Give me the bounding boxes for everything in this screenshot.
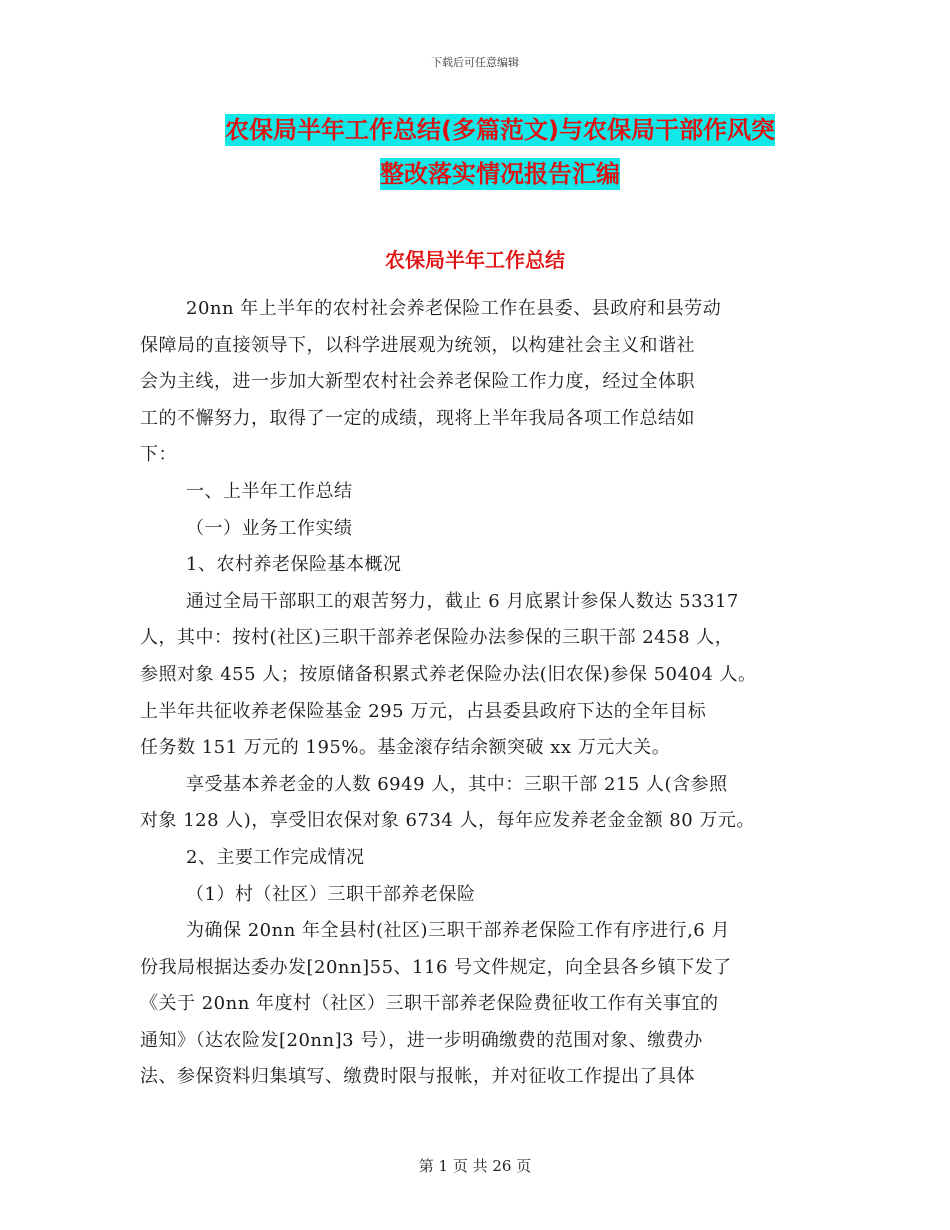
body-line: 工的不懈努力，取得了一定的成绩，现将上半年我局各项工作总结如	[140, 407, 695, 429]
body-line: 20nn 年上半年的农村社会养老保险工作在县委、县政府和县劳动	[186, 298, 722, 319]
body-line: 份我局根据达委办发[20nn]55、116 号文件规定，向全县各乡镇下发了	[140, 956, 732, 978]
body-line: 下：	[140, 444, 177, 466]
title-highlight-1: 农保局半年工作总结(多篇范文)与农保局干部作风突	[225, 116, 775, 144]
body-line: 人，其中：按村(社区)三职干部养老保险办法参保的三职干部 2458 人，	[140, 627, 734, 649]
heading-level-4: （1）村（社区）三职干部养老保险	[186, 883, 476, 905]
body-line: 通知》（达农险发[20nn]3 号），进一步明确缴费的范围对象、缴费办	[140, 1029, 703, 1051]
heading-level-2: （一）业务工作实绩	[186, 517, 353, 539]
body-line: 对象 128 人)，享受旧农保对象 6734 人，每年应发养老金金额 80 万元。	[140, 810, 755, 832]
body-line: 为确保 20nn 年全县村(社区)三职干部养老保险工作有序进行,6 月	[186, 920, 730, 942]
page-footer: 第 1 页 共 26 页	[418, 1157, 532, 1175]
heading-level-3: 2、主要工作完成情况	[186, 846, 365, 868]
body-line: 保障局的直接领导下，以科学进展观为统领，以构建社会主义和谐社	[140, 334, 695, 356]
body-line: 通过全局干部职工的艰苦努力，截止 6 月底累计参保人数达 53317	[186, 590, 739, 612]
section-title: 农保局半年工作总结	[385, 248, 565, 272]
document-title-line-1	[190, 108, 810, 153]
body-line: 参照对象 455 人；按原储备积累式养老保险办法(旧农保)参保 50404 人。	[140, 663, 757, 685]
body-line: 享受基本养老金的人数 6949 人，其中：三职干部 215 人(含参照	[186, 773, 728, 795]
document-body	[140, 291, 812, 1096]
body-line: 任务数 151 万元的 195%。基金滚存结余额突破 xx 万元大关。	[140, 737, 671, 759]
heading-level-1: 一、上半年工作总结	[186, 480, 353, 502]
document-title-line-2	[190, 152, 810, 197]
body-line: 上半年共征收养老保险基金 295 万元，占县委县政府下达的全年目标	[140, 700, 707, 722]
body-line: 法、参保资料归集填写、缴费时限与报帐，并对征收工作提出了具体	[140, 1066, 695, 1088]
header-note: 下载后可任意编辑	[431, 56, 519, 69]
body-line: 《关于 20nn 年度村（社区）三职干部养老保险费征收工作有关事宜的	[140, 993, 719, 1015]
body-line: 会为主线，进一步加大新型农村社会养老保险工作力度，经过全体职	[140, 371, 695, 393]
heading-level-3: 1、农村养老保险基本概况	[186, 554, 402, 576]
title-highlight-2: 整改落实情况报告汇编	[380, 160, 620, 188]
